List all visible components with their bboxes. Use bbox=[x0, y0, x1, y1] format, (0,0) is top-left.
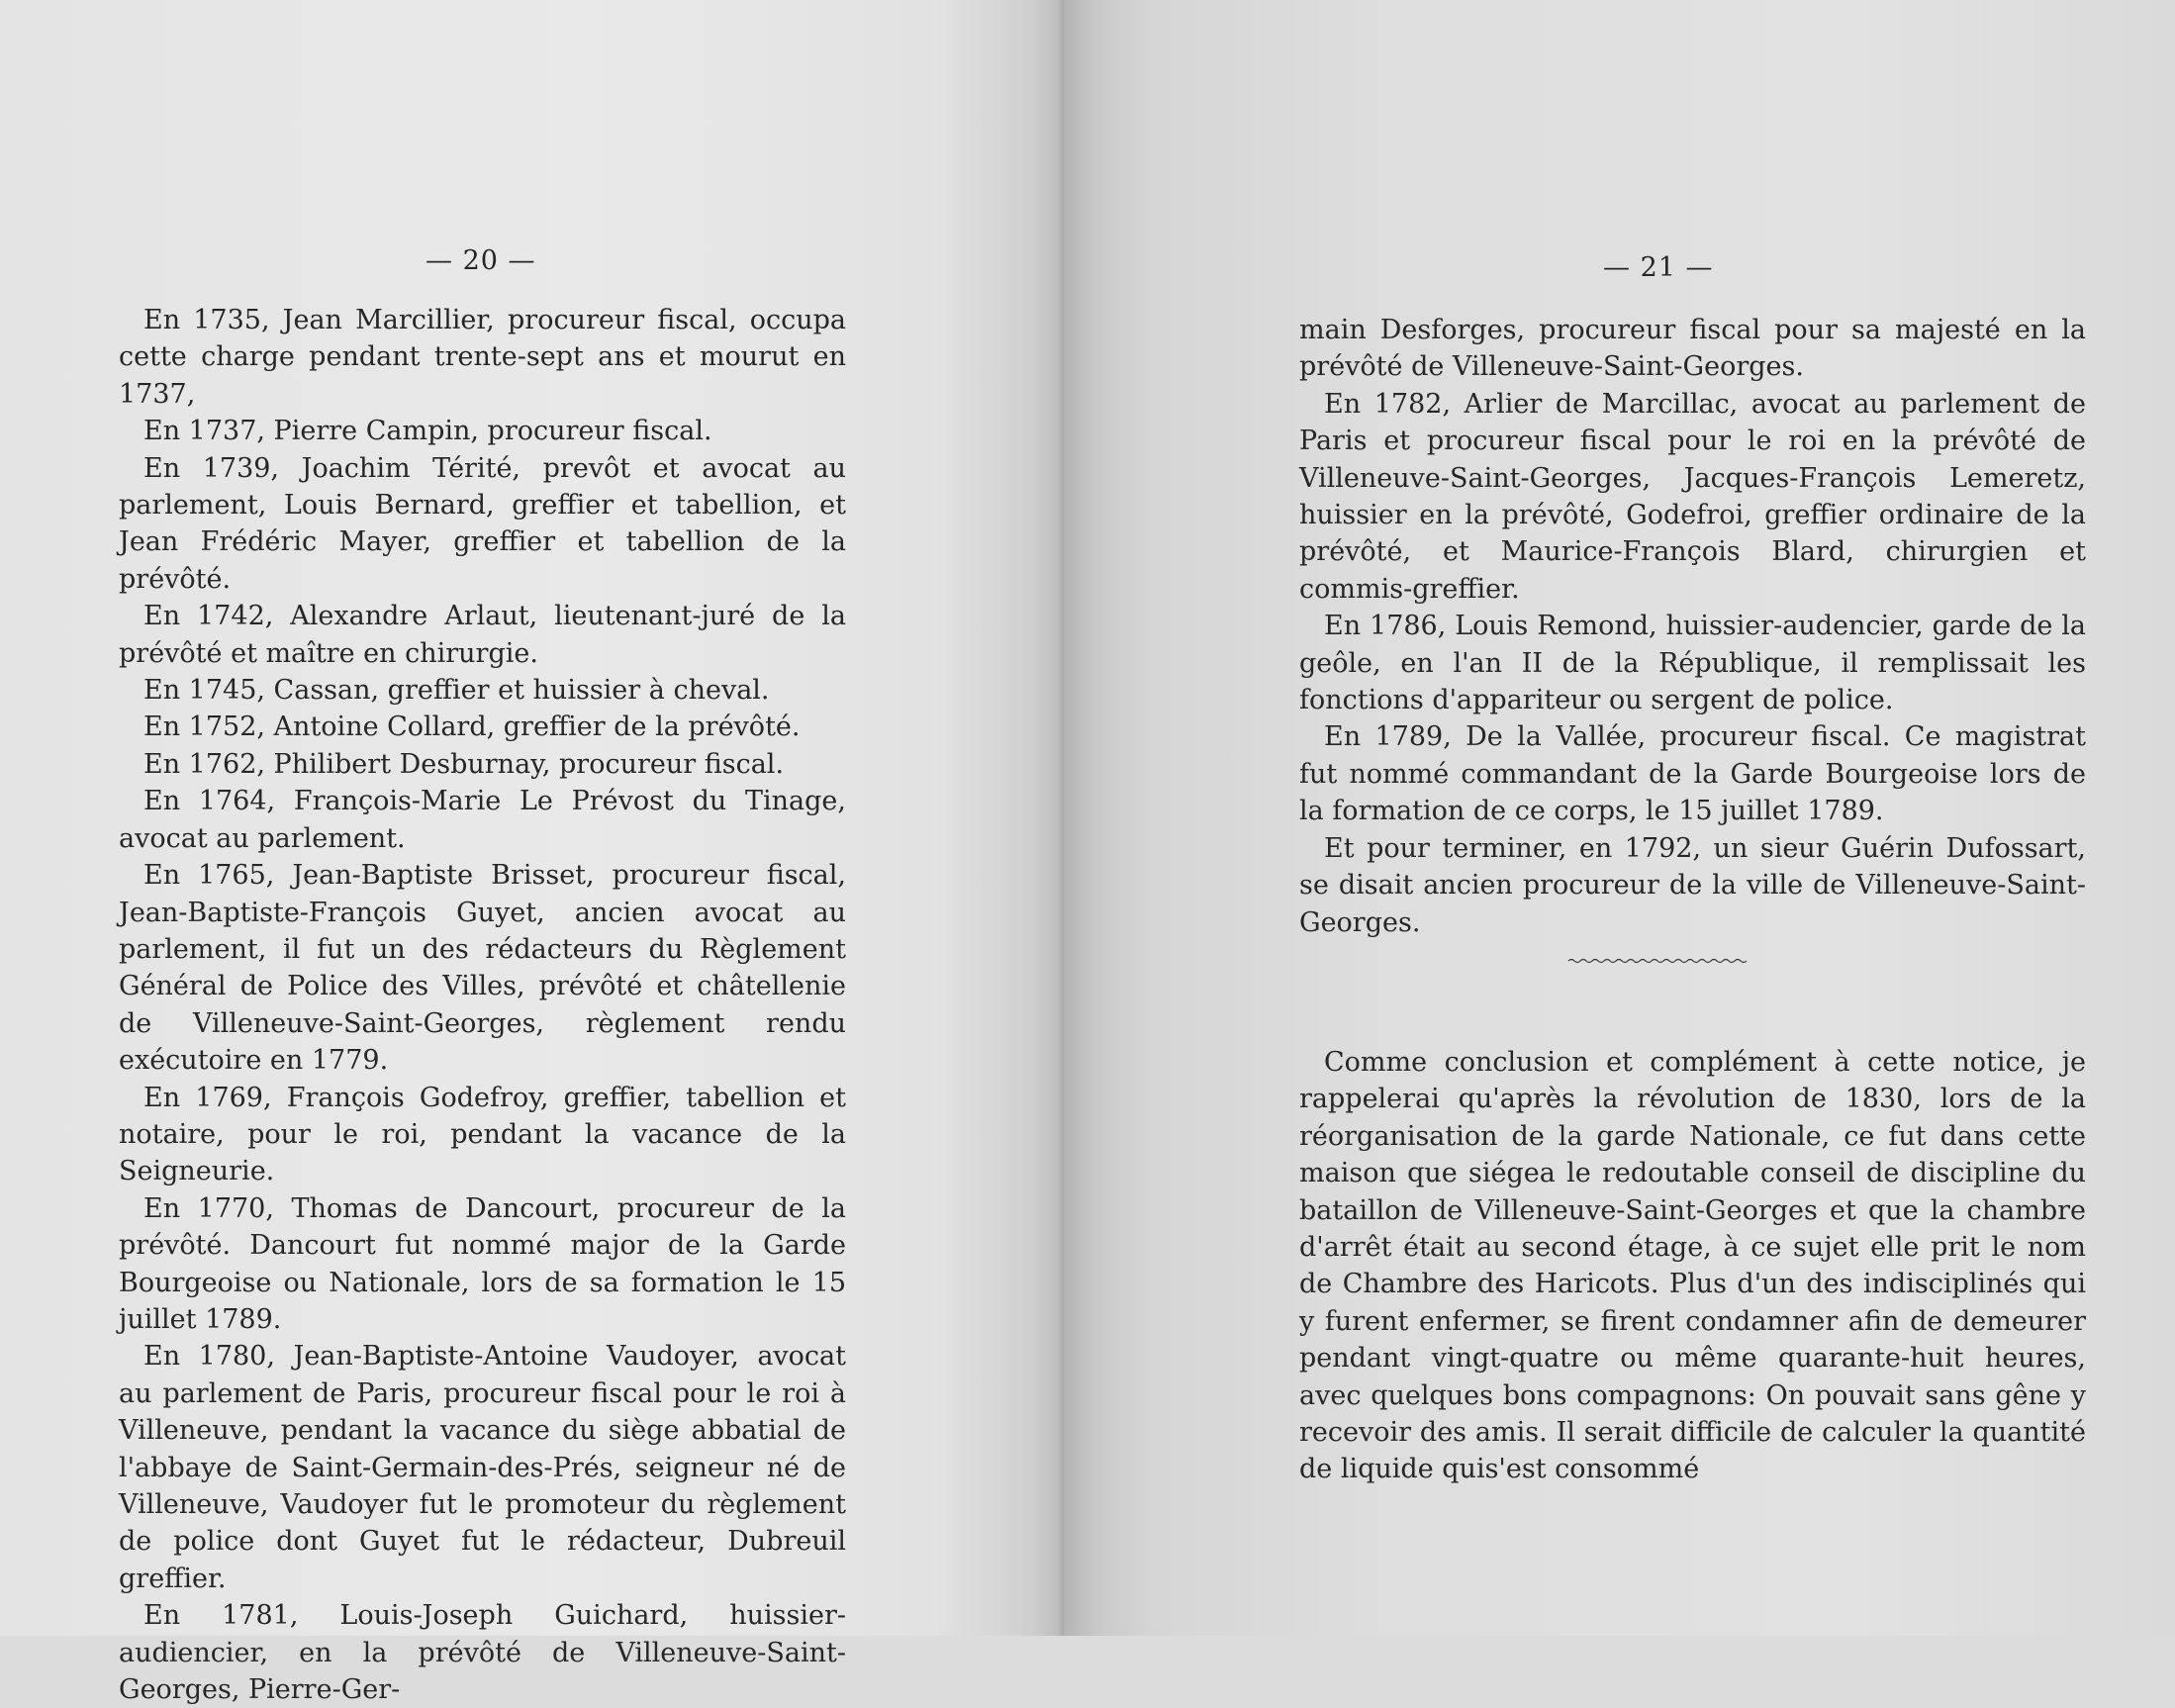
paragraph: En 1781, Louis-Joseph Guichard, huissier-audiencier, en la prévôté de Villeneuve-Saint-Georges, Pierre-Ger- bbox=[119, 1600, 846, 1706]
paragraph: En 1769, François Godefroy, greffier, tabellion et notaire, pour le roi, pendant la vacance de la Seigneurie. bbox=[119, 1082, 846, 1187]
paragraph: En 1786, Louis Remond, huissier-audencier, garde de la geôle, en l'an II de la République, il remplissait les fonctions d'appariteur ou sergent de police. bbox=[1299, 611, 2086, 716]
wavy-divider bbox=[1568, 958, 1747, 964]
paragraph: En 1752, Antoine Collard, greffier de la prévôté. bbox=[143, 712, 801, 743]
page-number-21: — 21 — bbox=[1603, 252, 1714, 283]
conclusion-section bbox=[1299, 1044, 2086, 1488]
paragraph: En 1782, Arlier de Marcillac, avocat au parlement de Paris et procureur fiscal pour le roi en la prévôté de Villeneuve-Saint-Georges, Jacques-François Lemeretz, huissier en la prévôté, Godefroi, greffier ordinaire de la prévôté, et Maurice-François Blard, chirurgien et commis-greffier. bbox=[1299, 388, 2086, 605]
right-page bbox=[1064, 0, 2175, 1636]
left-page-body bbox=[119, 302, 846, 1708]
paragraph: En 1742, Alexandre Arlaut, lieutenant-juré de la prévôté et maître en chirurgie. bbox=[119, 601, 846, 669]
paragraph: En 1764, François-Marie Le Prévost du Tinage, avocat au parlement. bbox=[119, 786, 846, 854]
paragraph: En 1737, Pierre Campin, procureur fiscal. bbox=[143, 416, 712, 447]
continuation-paragraph: main Desforges, procureur fiscal pour sa majesté en la prévôté de Villeneuve-Saint-Georges. bbox=[1299, 315, 2086, 383]
left-page bbox=[0, 0, 1064, 1706]
paragraph: En 1735, Jean Marcillier, procureur fiscal, occupa cette charge pendant trente-sept ans et mourut en 1737, bbox=[119, 305, 846, 410]
paragraph: En 1739, Joachim Térité, prevôt et avocat au parlement, Louis Bernard, greffier et tabellion, et Jean Frédéric Mayer, greffier et tabellion de la prévôté. bbox=[119, 452, 846, 595]
conclusion-paragraph: Comme conclusion et complément à cette notice, je rappelerai qu'après la révolution de 1830, lors de la réorganisation de la garde Nationale, ce fut dans cette maison que siégea le redoutable conseil de discipline du bataillon de Villeneuve-Saint-Georges et que la chambre d'arrêt était au second étage, à ce sujet elle prit le nom de Chambre des Haricots. Plus d'un des indisciplinés qui y furent enfermer, se firent condamner afin de demeurer pendant vingt-quatre ou même quarante-huit heures, avec quelques bons compagnons: On pouvait sans gêne y recevoir des amis. Il serait difficile de calculer la quantité de liquide quis'est consommé bbox=[1299, 1047, 2086, 1485]
paragraph: En 1765, Jean-Baptiste Brisset, procureur fiscal, Jean-Baptiste-François Guyet, ancien avocat au parlement, il fut un des rédacteurs du Règlement Général de Police des Villes, prévôté et châtellenie de Villeneuve-Saint-Georges, règlement rendu exécutoire en 1779. bbox=[119, 860, 846, 1077]
paragraph: En 1789, De la Vallée, procureur fiscal. Ce magistrat fut nommé commandant de la Garde Bourgeoise lors de la formation de ce corps, le 15 juillet 1789. bbox=[1299, 721, 2086, 827]
page-number-20: — 20 — bbox=[426, 245, 536, 276]
paragraph: En 1745, Cassan, greffier et huissier à cheval. bbox=[143, 675, 770, 707]
paragraph: En 1762, Philibert Desburnay, procureur fiscal. bbox=[143, 748, 785, 780]
paragraph: En 1780, Jean-Baptiste-Antoine Vaudoyer, avocat au parlement de Paris, procureur fiscal pour le roi à Villeneuve, pendant la vacance du siège abbatial de l'abbaye de Saint-Germain-des-Prés, seigneur né de Villeneuve, Vaudoyer fut le promoteur du règlement de police dont Guyet fut le rédacteur, Dubreuil greffier. bbox=[119, 1341, 846, 1594]
right-page-body bbox=[1299, 312, 2086, 941]
paragraph: Et pour terminer, en 1792, un sieur Guérin Dufossart, se disait ancien procureur de la ville de Villeneuve-Saint-Georges. bbox=[1299, 832, 2086, 938]
paragraph: En 1770, Thomas de Dancourt, procureur de la prévôté. Dancourt fut nommé major de la Garde Bourgeoise ou Nationale, lors de sa formation le 15 juillet 1789. bbox=[119, 1192, 846, 1335]
